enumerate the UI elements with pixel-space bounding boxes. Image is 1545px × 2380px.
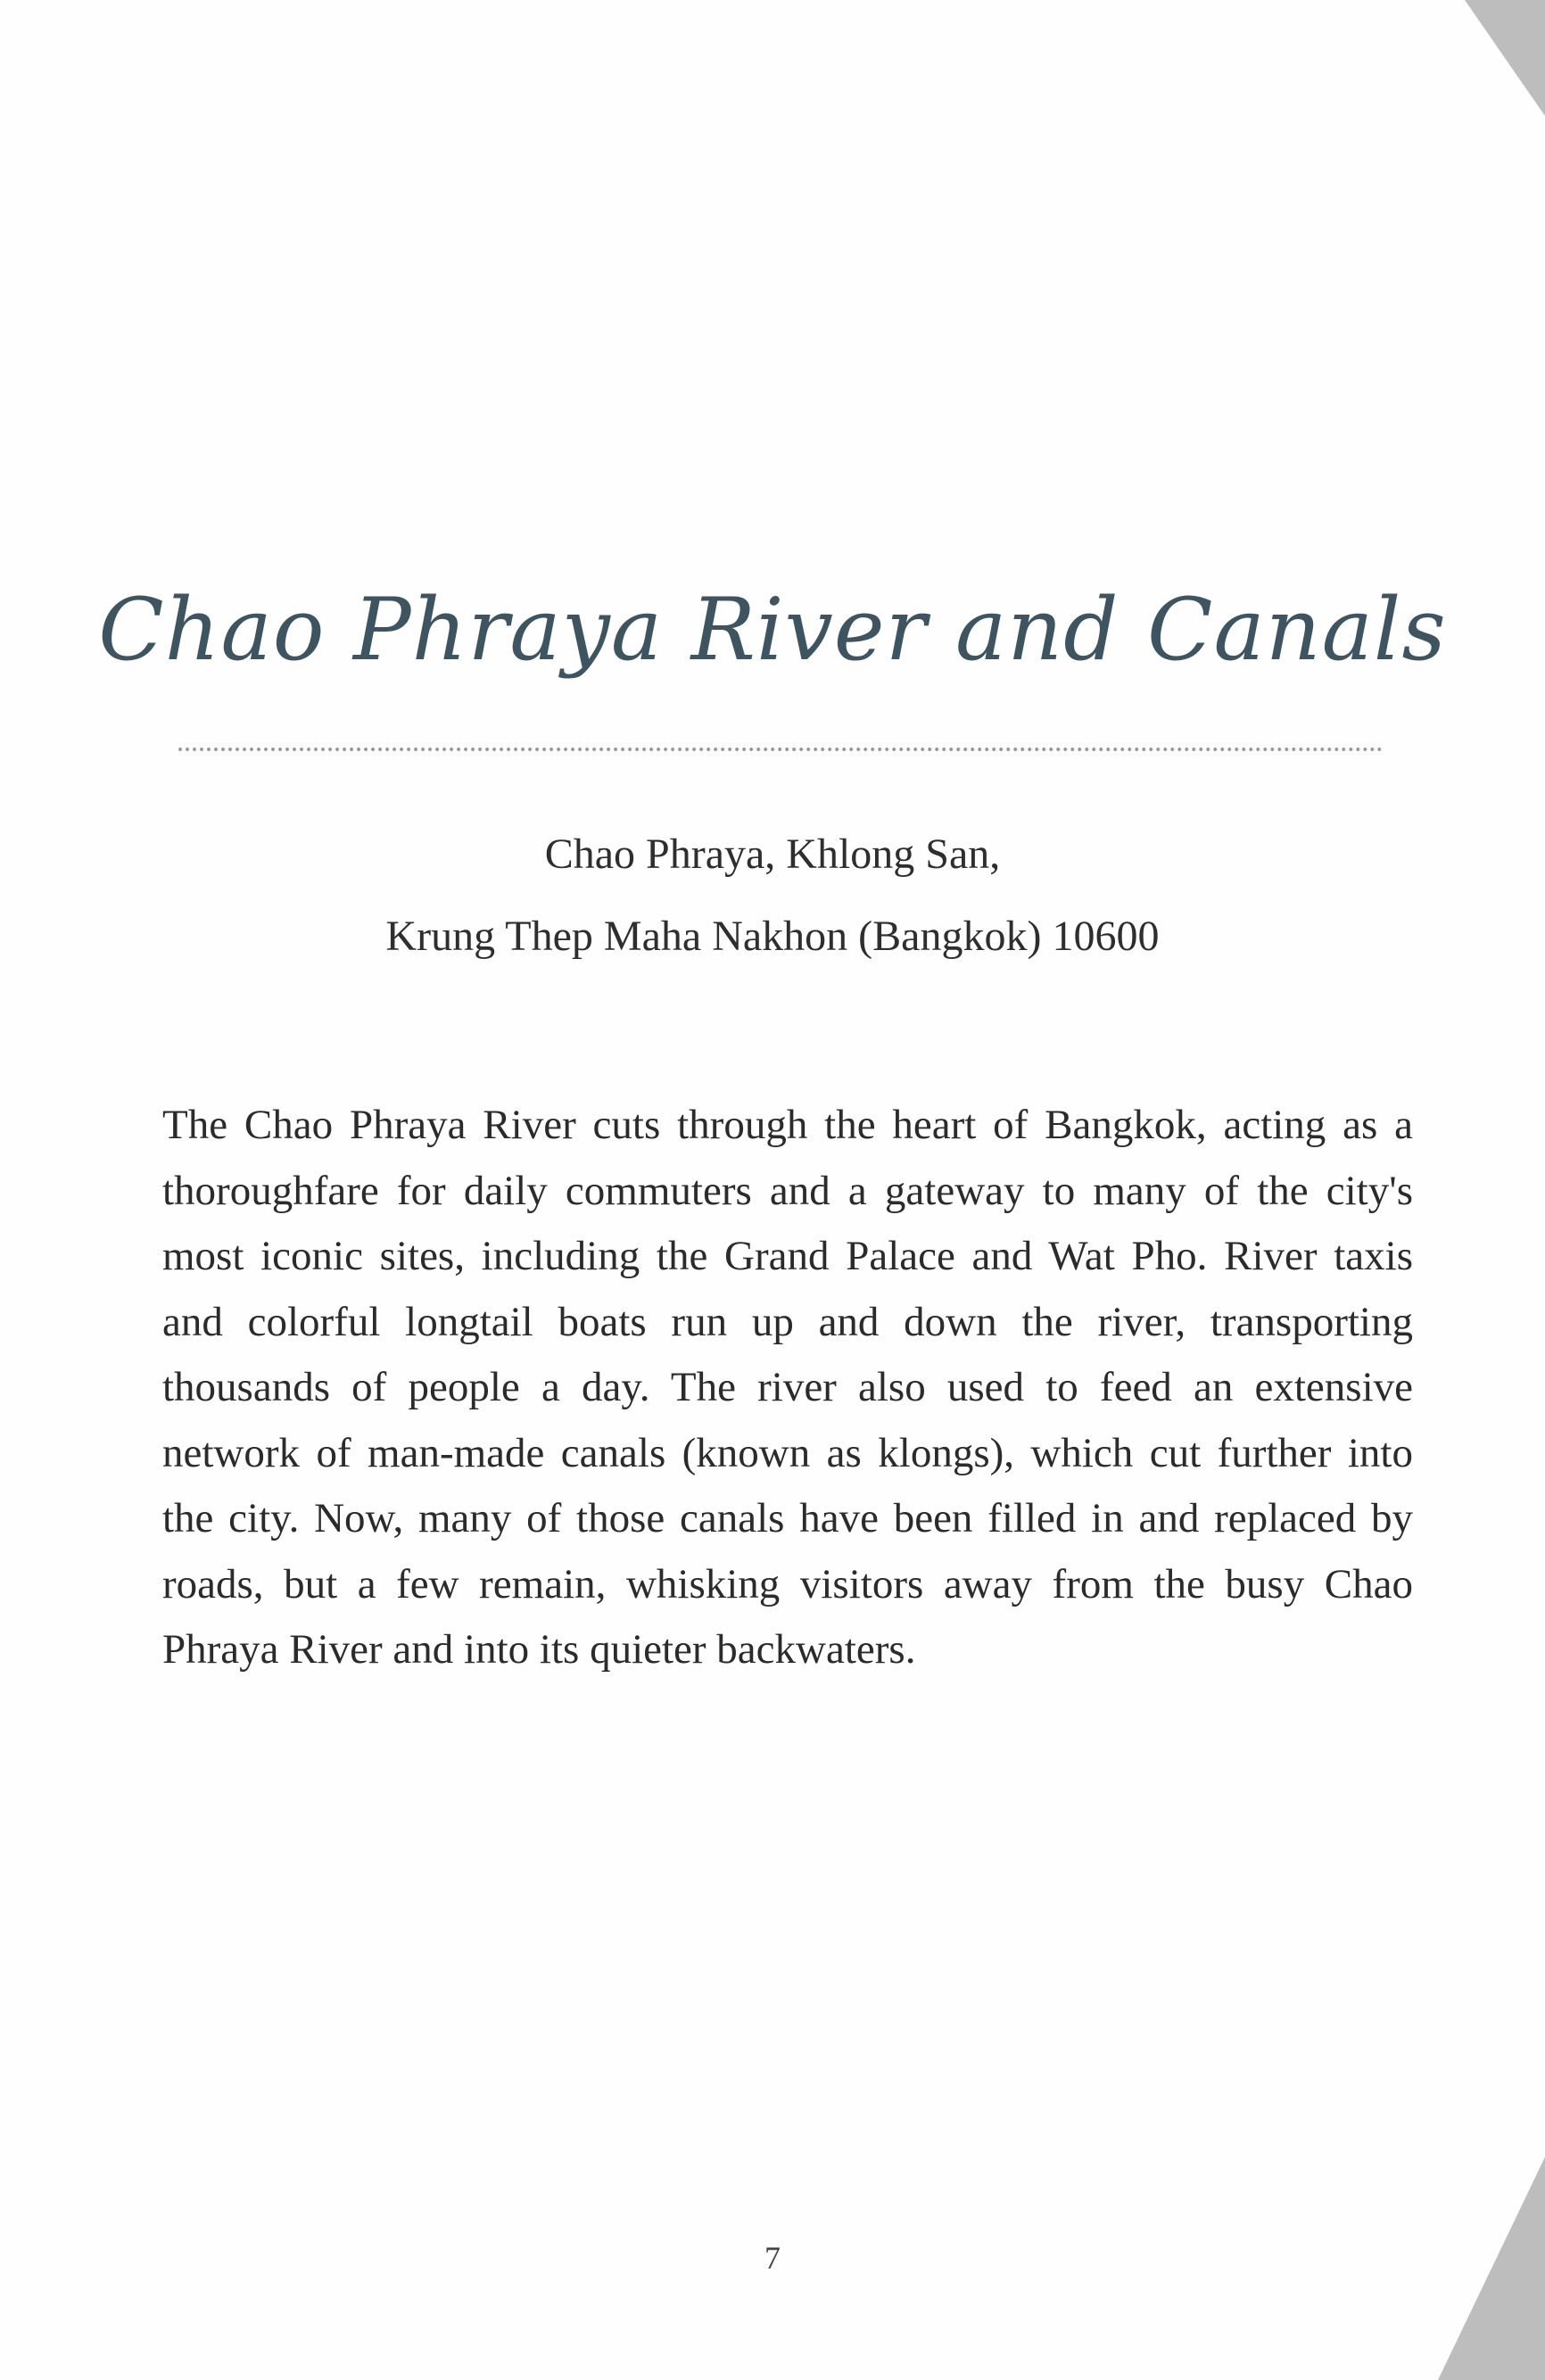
address-line-1: Chao Phraya, Khlong San, (544, 831, 1001, 878)
address-line-2: Krung Thep Maha Nakhon (Bangkok) 10600 (385, 913, 1160, 960)
page-title: Chao Phraya River and Canals (98, 580, 1447, 680)
title-divider (178, 748, 1383, 751)
page-number: 7 (764, 2240, 781, 2276)
page-corner-shadow-top (1465, 0, 1545, 116)
body-paragraph: The Chao Phraya River cuts through the heart of Bangkok, acting as a thoroughfare for daily commuters and a gateway to many of the city's most iconic sites, including the Grand Palace and Wat Pho. River taxis and colorful longtail boats run up and down the river, transporting thousands of people a day. The river also used to feed an extensive network of man-made canals (known as klongs), which cut further into the city. Now, many of those canals have been filled in and replaced by roads, but a few remain, whisking visitors away from the busy Chao Phraya River and into its quieter backwaters. (162, 1102, 1413, 1673)
